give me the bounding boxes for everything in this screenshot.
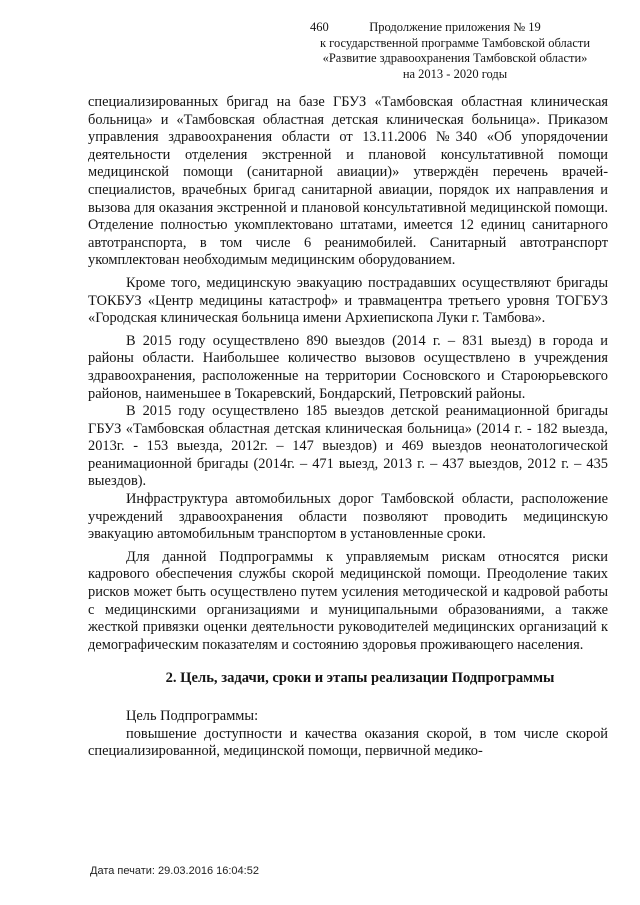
paragraph-sanavia: специализированных бригад на базе ГБУЗ «Тамбовская областная клиническая больница» и «Тамбовская областная детская клиническая больница». Приказом управления здравоохранения области от 13.11.2006 №340 «Об упорядочении деятельности отделения экстренной и плановой консультативной помощи медицинской помощи (санитарной авиации)» утверждён перечень врачей-специалистов, врачебных бригад санитарной авиации, порядок их направления и вызова для оказания экстренной и плановой консультативной медицинской помощи. Отделение полностью укомплектовано штатами, имеется 12 единиц санитарного автотранспорта, в том числе 6 реанимобилей. Санитарный автотранспорт укомплектован необходимым медицинским оборудованием. [88, 94, 608, 269]
paragraph-goal: повышение доступности и качества оказания скорой, в том числе скорой специализированной, медицинской помощи, первичной медико- [88, 725, 608, 760]
header-appendix-line: Продолжение приложения № 19 [369, 20, 541, 34]
paragraph-visits-2015: В 2015 году осуществлено 890 выездов (2014 г. – 831 выезд) в города и районы области. Наибольшее количество вызовов осуществлено в учреждения здравоохранения, расположенные на территории Сосновского и Староюрьевского районов, наименьшее в Токаревский, Бондарский, Петровский районы. [88, 332, 608, 402]
paragraph-child-brigade: В 2015 году осуществлено 185 выездов детской реанимационной бригады ГБУЗ «Тамбовская областная детская клиническая больница» (2014 г. - 182 выезда, 2013г. - 153 выезда, 2012г. – 147 выездов) и 469 выездов неонатологической реанимационной бригады (2014г. – 471 выезд, 2013 г. – 437 выездов, 2012 г. – 435 выездов). [88, 403, 608, 490]
goal-label: Цель Подпрограммы: [126, 708, 259, 724]
document-body [88, 94, 608, 761]
paragraph-infrastructure: Инфраструктура автомобильных дорог Тамбовской области, расположение учреждений здравоохранения области позволяют проводить медицинскую эвакуацию автомобильным транспортом в установленные сроки. [88, 491, 608, 543]
page-header [290, 20, 620, 82]
paragraph-evacuation: Кроме того, медицинскую эвакуацию пострадавших осуществляют бригады ТОКБУЗ «Центр медицины катастроф» и травмацентра третьего уровня ТОГБУЗ «Городская клиническая больница имени Архиепископа Луки г. Тамбова». [88, 274, 608, 327]
page-number: 460 [310, 20, 329, 34]
header-years: на 2013 - 2020 годы [402, 66, 508, 81]
header-first-line [290, 20, 620, 36]
header-program-line: к государственной программе Тамбовской области [319, 35, 591, 50]
header-program-title: «Развитие здравоохранения Тамбовской области» [322, 51, 588, 65]
paragraph-risks: Для данной Подпрограммы к управляемым рискам относятся риски кадрового обеспечения службы скорой медицинской помощи. Преодоление таких рисков может быть осуществлено путем усиления методической и кадровой работы с медицинскими организациями и муниципальными образованиями, а также жесткой привязки оценки деятельности руководителей медицинских организаций к демографическим показателям и состоянию здоровья проживающего населения. [88, 548, 608, 653]
print-date: Дата печати: 29.03.2016 16:04:52 [90, 865, 259, 877]
section-heading: 2. Цель, задачи, сроки и этапы реализации Подпрограммы [165, 670, 555, 687]
